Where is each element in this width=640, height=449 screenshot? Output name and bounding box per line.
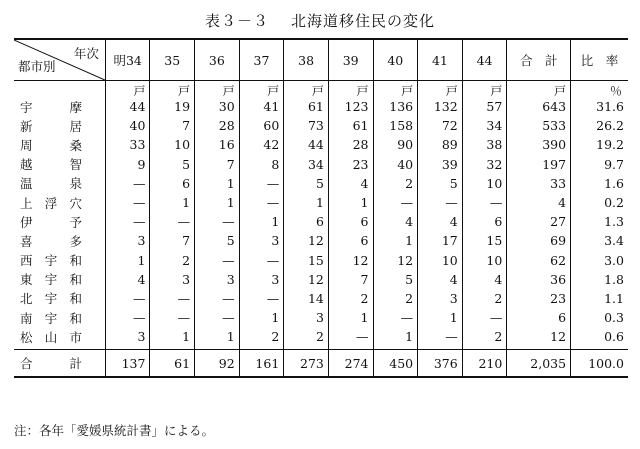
total-row [14, 350, 628, 378]
value-cell: 23 [328, 155, 373, 174]
unit-row [14, 81, 628, 98]
value-cell: 10 [462, 251, 507, 270]
total-cell: 137 [105, 350, 150, 378]
value-cell: 158 [373, 116, 418, 135]
row-name-chars [20, 194, 82, 212]
value-cell: 41 [239, 97, 284, 116]
total-cell: 210 [462, 350, 507, 378]
value-cell: 12 [373, 251, 418, 270]
value-cell: 390 [507, 135, 571, 154]
row-name-char: 宇 [44, 253, 58, 269]
row-name-chars [20, 328, 82, 346]
row-name-chars [20, 251, 82, 269]
row-name-chars [20, 270, 82, 288]
value-cell: 72 [418, 116, 463, 135]
value-cell: 39 [418, 155, 463, 174]
value-cell: 15 [462, 231, 507, 250]
migration-table [14, 38, 628, 378]
value-cell: 6 [507, 308, 571, 327]
unit-cell: 戸 [284, 81, 329, 98]
row-name-char: 北 [20, 291, 33, 307]
value-cell: 34 [284, 155, 329, 174]
row-name-char: 東 [20, 272, 33, 288]
column-header: 比 率 [571, 39, 628, 81]
value-cell: 42 [239, 135, 284, 154]
value-cell: — [328, 327, 373, 350]
value-cell: 60 [239, 116, 284, 135]
value-cell: 7 [150, 116, 195, 135]
row-name-char: 市 [69, 329, 82, 345]
value-cell: 1.6 [571, 174, 628, 193]
value-cell: — [373, 308, 418, 327]
value-cell: — [239, 174, 284, 193]
value-cell: — [239, 251, 284, 270]
value-cell: 1 [150, 193, 195, 212]
value-cell: 2 [328, 289, 373, 308]
row-name [14, 155, 105, 174]
value-cell: 28 [328, 135, 373, 154]
row-name-char: 喜 [20, 233, 33, 249]
row-name-char: 予 [69, 214, 82, 230]
row-name-char: 松 [20, 329, 33, 345]
value-cell: 23 [507, 289, 571, 308]
value-cell: 31.6 [571, 97, 628, 116]
value-cell: — [195, 308, 240, 327]
row-name-chars [20, 174, 82, 192]
row-name-chars [20, 136, 82, 154]
value-cell: 1 [373, 327, 418, 350]
row-name-char: 居 [69, 118, 82, 134]
unit-cell: 戸 [507, 81, 571, 98]
table-row [14, 135, 628, 154]
value-cell: 533 [507, 116, 571, 135]
row-name-char: 合 [20, 356, 33, 372]
value-cell: 2 [284, 327, 329, 350]
value-cell: — [105, 174, 150, 193]
value-cell: 3 [239, 231, 284, 250]
value-cell: 89 [418, 135, 463, 154]
value-cell: 44 [284, 135, 329, 154]
row-name [14, 231, 105, 250]
value-cell: 1 [150, 327, 195, 350]
column-header: 40 [373, 39, 418, 81]
value-cell: 16 [195, 135, 240, 154]
value-cell: 3 [195, 270, 240, 289]
value-cell: — [105, 289, 150, 308]
row-name-char: 穴 [69, 195, 82, 211]
value-cell: 0.6 [571, 327, 628, 350]
corner-header [14, 39, 105, 81]
value-cell: 17 [418, 231, 463, 250]
value-cell: 5 [284, 174, 329, 193]
value-cell: 44 [105, 97, 150, 116]
value-cell: 3 [105, 327, 150, 350]
value-cell: 5 [150, 155, 195, 174]
table-row [14, 155, 628, 174]
table-row [14, 289, 628, 308]
total-cell: 100.0 [571, 350, 628, 378]
column-header: 38 [284, 39, 329, 81]
unit-cell: 戸 [195, 81, 240, 98]
value-cell: 30 [195, 97, 240, 116]
row-name-char: 南 [20, 310, 33, 326]
value-cell: 40 [373, 155, 418, 174]
row-name [14, 193, 105, 212]
row-name [14, 174, 105, 193]
row-name [14, 327, 105, 350]
value-cell: 19 [150, 97, 195, 116]
row-name-char: 宇 [44, 310, 58, 326]
row-name-char: 上 [20, 195, 33, 211]
table-row [14, 251, 628, 270]
value-cell: 40 [105, 116, 150, 135]
row-name-char: 和 [69, 272, 82, 288]
total-cell: 450 [373, 350, 418, 378]
row-name-chars [20, 232, 82, 250]
unit-cell: 戸 [105, 81, 150, 98]
table-caption: 北海道移住民の変化 [291, 12, 436, 30]
value-cell: — [195, 289, 240, 308]
value-cell: 1 [195, 327, 240, 350]
unit-cell: 戸 [239, 81, 284, 98]
value-cell: — [105, 193, 150, 212]
source-note: 注：各年「愛媛県統計書」による。 [14, 423, 215, 438]
value-cell: 57 [462, 97, 507, 116]
row-name-char: 和 [69, 291, 82, 307]
column-header: 37 [239, 39, 284, 81]
value-cell: 643 [507, 97, 571, 116]
column-header: 44 [462, 39, 507, 81]
value-cell: 28 [195, 116, 240, 135]
row-name [14, 135, 105, 154]
table-row [14, 308, 628, 327]
row-name-char: 西 [20, 253, 33, 269]
row-name [14, 251, 105, 270]
value-cell: 5 [373, 270, 418, 289]
row-name-char: 和 [69, 253, 82, 269]
total-cell: 274 [328, 350, 373, 378]
value-cell: 69 [507, 231, 571, 250]
value-cell: 197 [507, 155, 571, 174]
value-cell: 3 [239, 270, 284, 289]
value-cell: — [239, 289, 284, 308]
unit-cell: 戸 [418, 81, 463, 98]
value-cell: 61 [284, 97, 329, 116]
value-cell: 6 [284, 212, 329, 231]
value-cell: — [105, 212, 150, 231]
value-cell: 4 [373, 212, 418, 231]
total-cell: 2,035 [507, 350, 571, 378]
header-row [14, 39, 628, 81]
value-cell: — [239, 193, 284, 212]
value-cell: 2 [239, 327, 284, 350]
total-cell: 61 [150, 350, 195, 378]
value-cell: 4 [418, 212, 463, 231]
row-name-char: 智 [69, 157, 82, 173]
value-cell: — [195, 251, 240, 270]
unit-cell: 戸 [462, 81, 507, 98]
unit-cell: 戸 [373, 81, 418, 98]
value-cell: 1 [328, 308, 373, 327]
table-row [14, 97, 628, 116]
row-name-chars [20, 289, 82, 307]
row-name-char: 計 [69, 356, 82, 372]
row-name-chars [20, 98, 82, 116]
value-cell: 3 [418, 289, 463, 308]
value-cell: 0.3 [571, 308, 628, 327]
value-cell: 9 [105, 155, 150, 174]
value-cell: 33 [105, 135, 150, 154]
value-cell: 0.2 [571, 193, 628, 212]
table-row [14, 116, 628, 135]
row-name-char: 泉 [69, 176, 82, 192]
row-name-char: 温 [20, 176, 33, 192]
value-cell: 26.2 [571, 116, 628, 135]
value-cell: 36 [507, 270, 571, 289]
row-name [14, 270, 105, 289]
total-cell: 92 [195, 350, 240, 378]
value-cell: 73 [284, 116, 329, 135]
table-row [14, 270, 628, 289]
row-name [14, 289, 105, 308]
value-cell: 6 [328, 231, 373, 250]
value-cell: 8 [239, 155, 284, 174]
value-cell: — [150, 308, 195, 327]
value-cell: 4 [105, 270, 150, 289]
value-cell: 1 [418, 308, 463, 327]
row-name-char: 周 [20, 137, 33, 153]
value-cell: — [195, 212, 240, 231]
column-header: 41 [418, 39, 463, 81]
value-cell: — [150, 212, 195, 231]
column-header: 明34 [105, 39, 150, 81]
value-cell: 2 [462, 327, 507, 350]
row-name-chars [20, 155, 82, 173]
value-cell: 61 [328, 116, 373, 135]
row-name-char: 山 [44, 329, 58, 345]
value-cell: 4 [507, 193, 571, 212]
value-cell: 3 [150, 270, 195, 289]
row-name-chars [20, 309, 82, 327]
value-cell: 1 [328, 193, 373, 212]
value-cell: 3.4 [571, 231, 628, 250]
value-cell: — [418, 327, 463, 350]
value-cell: 1 [239, 212, 284, 231]
value-cell: 4 [462, 270, 507, 289]
value-cell: 5 [195, 231, 240, 250]
row-name-char: 宇 [20, 99, 33, 115]
table-row [14, 231, 628, 250]
value-cell: 3.0 [571, 251, 628, 270]
value-cell: 1 [195, 193, 240, 212]
value-cell: 1 [239, 308, 284, 327]
value-cell: — [150, 289, 195, 308]
unit-cell: ％ [571, 81, 628, 98]
value-cell: 38 [462, 135, 507, 154]
value-cell: 4 [418, 270, 463, 289]
value-cell: 27 [507, 212, 571, 231]
value-cell: 1.3 [571, 212, 628, 231]
value-cell: 3 [284, 308, 329, 327]
value-cell: 2 [150, 251, 195, 270]
column-header: 合 計 [507, 39, 571, 81]
value-cell: 14 [284, 289, 329, 308]
total-cell: 273 [284, 350, 329, 378]
value-cell: — [462, 193, 507, 212]
value-cell: 1.1 [571, 289, 628, 308]
table-title [0, 10, 640, 31]
table-number: 表３－３ [204, 12, 269, 30]
unit-cell: 戸 [328, 81, 373, 98]
row-name [14, 212, 105, 231]
row-name-char: 越 [20, 157, 33, 173]
row-name-char: 桑 [69, 137, 82, 153]
corner-city-label: 都市別 [18, 59, 56, 74]
unit-blank-cell [14, 81, 105, 98]
value-cell: 123 [328, 97, 373, 116]
value-cell: 6 [328, 212, 373, 231]
value-cell: 12 [284, 231, 329, 250]
row-name-chars [20, 354, 82, 372]
row-name-char: 浮 [44, 195, 58, 211]
value-cell: 9.7 [571, 155, 628, 174]
value-cell: — [462, 308, 507, 327]
value-cell: 3 [105, 231, 150, 250]
value-cell: — [418, 193, 463, 212]
value-cell: 1 [284, 193, 329, 212]
unit-cell: 戸 [150, 81, 195, 98]
table-row [14, 212, 628, 231]
value-cell: 7 [328, 270, 373, 289]
table-body [14, 81, 628, 350]
row-name [14, 350, 105, 378]
table-row [14, 193, 628, 212]
value-cell: 136 [373, 97, 418, 116]
value-cell: 2 [373, 289, 418, 308]
total-cell: 376 [418, 350, 463, 378]
value-cell: 10 [462, 174, 507, 193]
value-cell: 4 [328, 174, 373, 193]
value-cell: 12 [328, 251, 373, 270]
row-name-char: 伊 [20, 214, 33, 230]
value-cell: 32 [462, 155, 507, 174]
value-cell: 6 [150, 174, 195, 193]
value-cell: 1 [105, 251, 150, 270]
value-cell: 5 [418, 174, 463, 193]
value-cell: 7 [195, 155, 240, 174]
value-cell: 12 [284, 270, 329, 289]
value-cell: — [105, 308, 150, 327]
total-cell: 161 [239, 350, 284, 378]
value-cell: 1 [373, 231, 418, 250]
value-cell: 33 [507, 174, 571, 193]
value-cell: 12 [507, 327, 571, 350]
value-cell: 62 [507, 251, 571, 270]
row-name-char: 摩 [69, 99, 82, 115]
table-row [14, 327, 628, 350]
column-header: 36 [195, 39, 240, 81]
row-name-char: 和 [69, 310, 82, 326]
value-cell: 10 [418, 251, 463, 270]
value-cell: 1.8 [571, 270, 628, 289]
value-cell: 34 [462, 116, 507, 135]
value-cell: 15 [284, 251, 329, 270]
value-cell: 2 [373, 174, 418, 193]
value-cell: 90 [373, 135, 418, 154]
column-header: 39 [328, 39, 373, 81]
value-cell: — [373, 193, 418, 212]
row-name-char: 宇 [44, 291, 58, 307]
row-name-char: 新 [20, 118, 33, 134]
value-cell: 1 [195, 174, 240, 193]
column-header: 35 [150, 39, 195, 81]
value-cell: 2 [462, 289, 507, 308]
value-cell: 10 [150, 135, 195, 154]
row-name [14, 116, 105, 135]
row-name-char: 多 [69, 233, 82, 249]
row-name-chars [20, 117, 82, 135]
table-row [14, 174, 628, 193]
row-name-chars [20, 213, 82, 231]
value-cell: 7 [150, 231, 195, 250]
value-cell: 19.2 [571, 135, 628, 154]
row-name [14, 308, 105, 327]
value-cell: 132 [418, 97, 463, 116]
value-cell: 6 [462, 212, 507, 231]
row-name [14, 97, 105, 116]
corner-year-label: 年次 [73, 46, 99, 61]
row-name-char: 宇 [44, 272, 58, 288]
